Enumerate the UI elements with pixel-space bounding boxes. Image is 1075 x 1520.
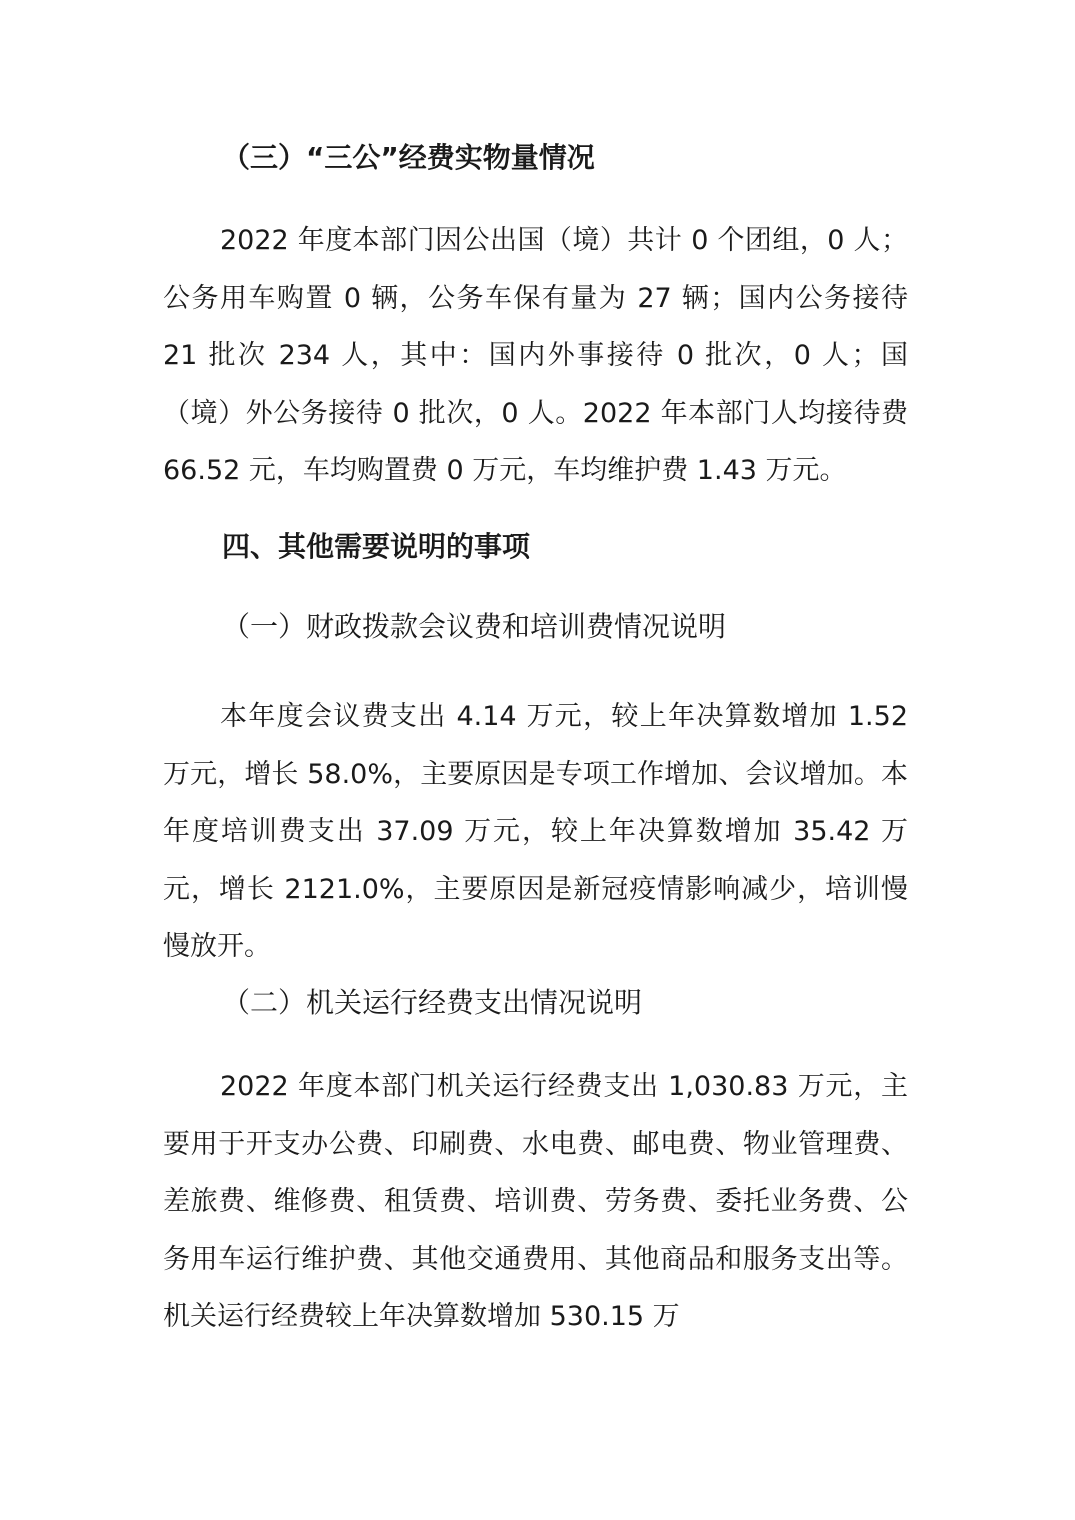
subsection-2-heading: （二）机关运行经费支出情况说明: [222, 986, 643, 1019]
subsection-1-paragraph: 本年度会议费支出 4.14 万元，较上年决算数增加 1.52 万元，增长 58.0%，主要原因是专项工作增加、会议增加。本年度培训费支出 37.09 万元，较上年决算数增加 35.42 万元，增长 2121.0%，主要原因是新冠疫情影响减少，培训慢慢放开。: [163, 701, 908, 962]
subsection-1-heading: （一）财政拨款会议费和培训费情况说明: [222, 610, 727, 643]
subsection-2-paragraph: 2022 年度本部门机关运行经费支出 1,030.83 万元，主要用于开支办公费、印刷费、水电费、邮电费、物业管理费、差旅费、维修费、租赁费、培训费、劳务费、委托业务费、公务用车运行维护费、其他交通费用、其他商品和服务支出等。机关运行经费较上年决算数增加 530.15 万: [163, 1071, 908, 1332]
section-3-subheading: （三）“三公”经费实物量情况: [222, 141, 595, 174]
section-4-heading: 四、其他需要说明的事项: [222, 530, 531, 563]
section-3-paragraph: 2022 年度本部门因公出国（境）共计 0 个团组，0 人；公务用车购置 0 辆，公务车保有量为 27 辆；国内公务接待 21 批次 234 人，其中：国内外事接待 0 批次，0 人；国（境）外公务接待 0 批次，0 人。2022 年本部门人均接待费 66.52 元，车均购置费 0 万元，车均维护费 1.43 万元。: [163, 225, 908, 486]
